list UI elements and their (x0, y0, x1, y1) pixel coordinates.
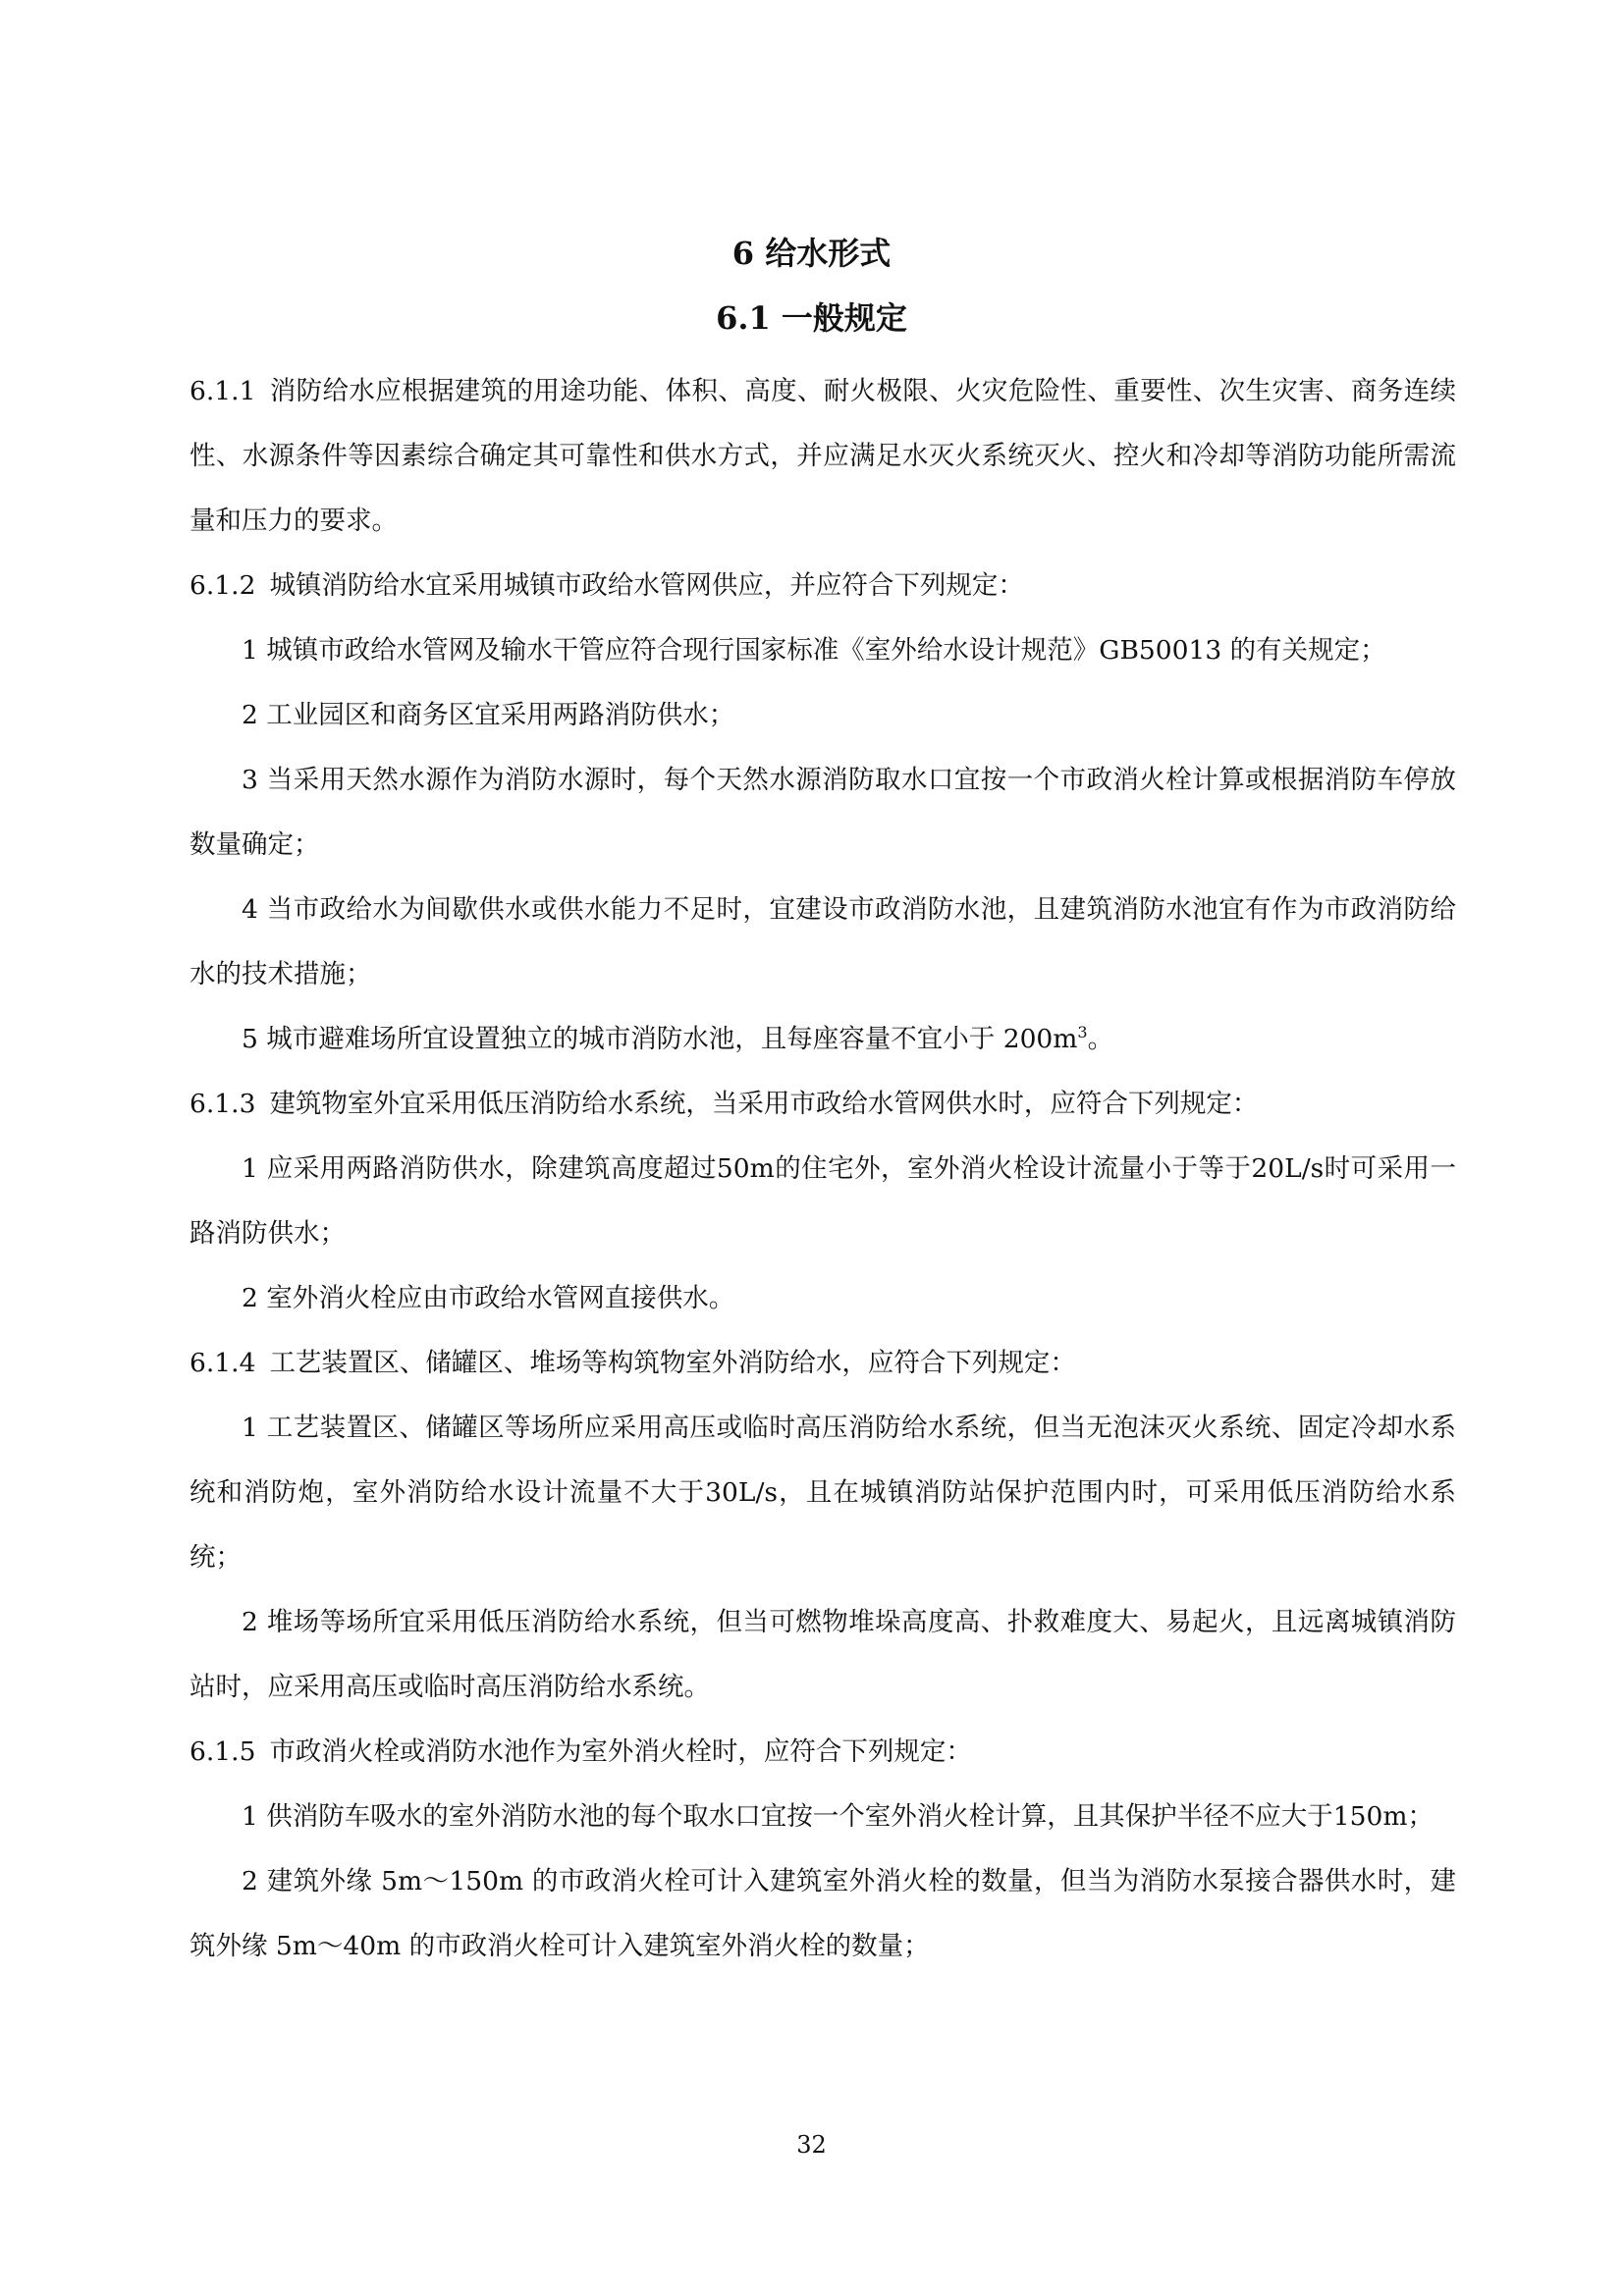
list-item-tail: 。 (1087, 1024, 1114, 1054)
clause-text: 工艺装置区、储罐区、堆场等构筑物室外消防给水，应符合下列规定： (269, 1348, 1076, 1378)
clause-text: 消防给水应根据建筑的用途功能、体积、高度、耐火极限、火灾危险性、重要性、次生灾害、商务连续性、水源条件等因素综合确定其可靠性和供水方式，并应满足水灭火系统灭火、控火和冷却等消防功能所需流量和压力的要求。 (189, 376, 1456, 536)
list-item: 2 室外消火栓应由市政给水管网直接供水。 (242, 1283, 735, 1313)
superscript: 3 (1077, 1023, 1088, 1042)
clause-number: 6.1.2 (189, 570, 256, 601)
list-item: 2 堆场等场所宜采用低压消防给水系统，但当可燃物堆垛高度高、扑救难度大、易起火，且远离城镇消防站时，应采用高压或临时高压消防给水系统。 (189, 1607, 1456, 1702)
list-item (189, 1007, 1456, 1072)
clause-number: 6.1.5 (189, 1736, 256, 1767)
list-item: 3 当采用天然水源作为消防水源时，每个天然水源消防取水口宜按一个市政消火栓计算或根据消防车停放数量确定； (189, 765, 1456, 860)
page-number: 32 (796, 2131, 827, 2159)
clause-number: 6.1.1 (189, 376, 256, 406)
clause-6-1-2 (189, 554, 1456, 618)
list-item: 2 工业园区和商务区宜采用两路消防供水； (242, 700, 735, 730)
body-text (189, 359, 1456, 1979)
clause-6-1-5 (189, 1720, 1456, 1785)
list-item: 1 供消防车吸水的室外消防水池的每个取水口宜按一个室外消火栓计算，且其保护半径不应大于150m； (242, 1801, 1434, 1832)
clause-number: 6.1.3 (189, 1089, 256, 1119)
list-item: 4 当市政给水为间歇供水或供水能力不足时，宜建设市政消防水池，且建筑消防水池宜有作为市政消防给水的技术措施； (189, 894, 1456, 989)
clause-6-1-3 (189, 1072, 1456, 1137)
list-item: 1 应采用两路消防供水，除建筑高度超过50m的住宅外，室外消火栓设计流量小于等于20L/s时可采用一路消防供水； (189, 1153, 1456, 1249)
clause-6-1-1 (189, 359, 1456, 554)
section-title: 6.1 一般规定 (716, 299, 907, 337)
clause-text: 城镇消防给水宜采用城镇市政给水管网供应，并应符合下列规定： (269, 570, 1024, 601)
list-item-text: 5 城市避难场所宜设置独立的城市消防水池，且每座容量不宜小于 200m (242, 1024, 1078, 1054)
list-item: 2 建筑外缘 5m～150m 的市政消火栓可计入建筑室外消火栓的数量，但当为消防水泵接合器供水时，建筑外缘 5m～40m 的市政消火栓可计入建筑室外消火栓的数量； (189, 1866, 1456, 1961)
list-item: 1 城镇市政给水管网及输水干管应符合现行国家标准《室外给水设计规范》GB50013 的有关规定； (242, 635, 1386, 666)
clause-number: 6.1.4 (189, 1348, 256, 1378)
clause-text: 建筑物室外宜采用低压消防给水系统，当采用市政给水管网供水时，应符合下列规定： (269, 1089, 1259, 1119)
clause-text: 市政消火栓或消防水池作为室外消火栓时，应符合下列规定： (269, 1736, 972, 1767)
list-item: 1 工艺装置区、储罐区等场所应采用高压或临时高压消防给水系统，但当无泡沫灭火系统、固定冷却水系统和消防炮，室外消防给水设计流量不大于30L/s，且在城镇消防站保护范围内时，可采用低压消防给水系统； (189, 1413, 1456, 1573)
chapter-title: 6 给水形式 (731, 235, 892, 272)
clause-6-1-4 (189, 1331, 1456, 1396)
